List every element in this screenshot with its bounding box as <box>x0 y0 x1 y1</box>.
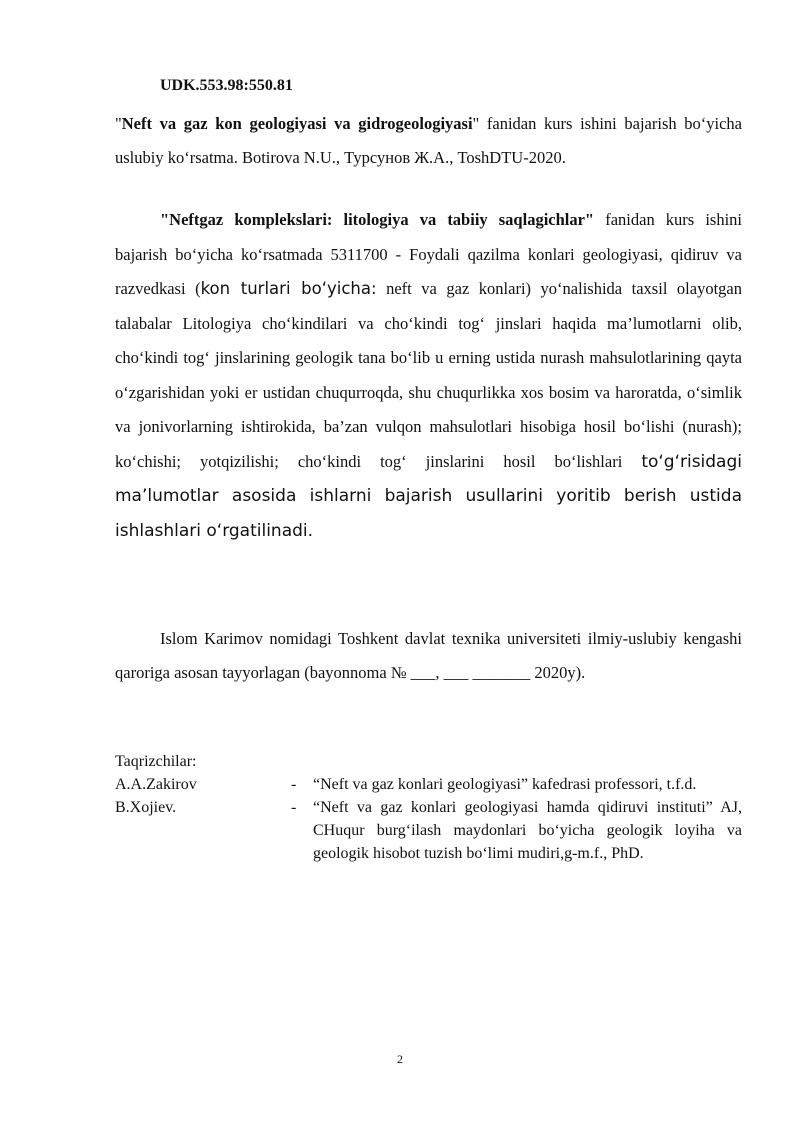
reviewer-row <box>115 773 742 796</box>
udk-code: UDK.553.98:550.81 <box>160 77 293 94</box>
reviewers-heading: Taqrizchilar: <box>115 753 197 770</box>
approval-text: Islom Karimov nomidagi Toshkent davlat texnika universiteti ilmiy-uslubiy kengashi qaroriga asosan tayyorlagan (bayonnoma № ___, ___ _______ 2020y). <box>115 629 742 682</box>
reviewers-section <box>115 750 742 865</box>
approval-paragraph <box>115 622 742 690</box>
reviewer-name: A.A.Zakirov <box>115 776 197 793</box>
abstract-title: "Neftgaz komplekslari: litologiya va tabiiy saqlagichlar" <box>160 210 595 229</box>
abstract-text-part2: neft va gaz konlari) yo‘nalishida taxsil olayotgan talabalar Litologiya cho‘kindilari va cho‘kindi tog‘ jinslari haqida ma’lumotlarni olib, cho‘kindi tog‘ jinslarining geologik tana bo‘lib u erning ustida nurash mahsulotlarining qayta o‘zgarishidan yoki er ustidan chuqurroqda, shu chuqurlikka xos bosim va haroratda, o‘simlik va jonivorlarning ishtirokida, ba’zan vulqon mahsulotlari hisobiga hosil bo‘lishi (nurash); ko‘chishi; yotqizilishi; cho‘kindi tog‘ jinslarini hosil bo‘lishlari <box>115 279 742 471</box>
reviewer-name: B.Xojiev. <box>115 799 177 816</box>
reference-paragraph <box>115 107 742 175</box>
abstract-sans-fragment-1: kon turlari bo‘yicha: <box>200 279 377 298</box>
reference-quote-open: " <box>115 114 122 133</box>
abstract-sans-fragment-2: to‘g‘risidagi ma’lumotlar asosida ishlarni bajarish usullarini yoritib berish ustida ishlashlari o‘rgatilinadi. <box>115 451 742 541</box>
page-number: 2 <box>397 1052 403 1066</box>
reviewer-description: “Neft va gaz konlari geologiyasi” kafedrasi professori, t.f.d. <box>313 776 697 793</box>
abstract-text-part1: fanidan kurs ishini bajarish bo‘yicha ko‘rsatmada 5311700 - Foydali qazilma konlari geologiyasi, qidiruv va razvedkasi ( <box>115 210 742 298</box>
reference-title: Neft va gaz kon geologiyasi va gidrogeologiyasi <box>121 114 473 133</box>
reviewer-row <box>115 796 742 865</box>
reviewer-description: “Neft va gaz konlari geologiyasi hamda qidiruvi instituti” AJ, CHuqur burg‘ilash maydonlari bo‘yicha geologik loyiha va geologik hisobot tuzish bo‘limi mudiri,g-m.f., PhD. <box>313 799 742 862</box>
reviewer-dash: - <box>291 799 297 816</box>
reviewer-dash: - <box>291 776 297 793</box>
abstract-paragraph <box>115 203 742 548</box>
reference-rest: " fanidan kurs ishini bajarish bo‘yicha uslubiy ko‘rsatma. Botirova N.U., Турсунов Ж.А., ToshDTU-2020. <box>115 114 742 167</box>
